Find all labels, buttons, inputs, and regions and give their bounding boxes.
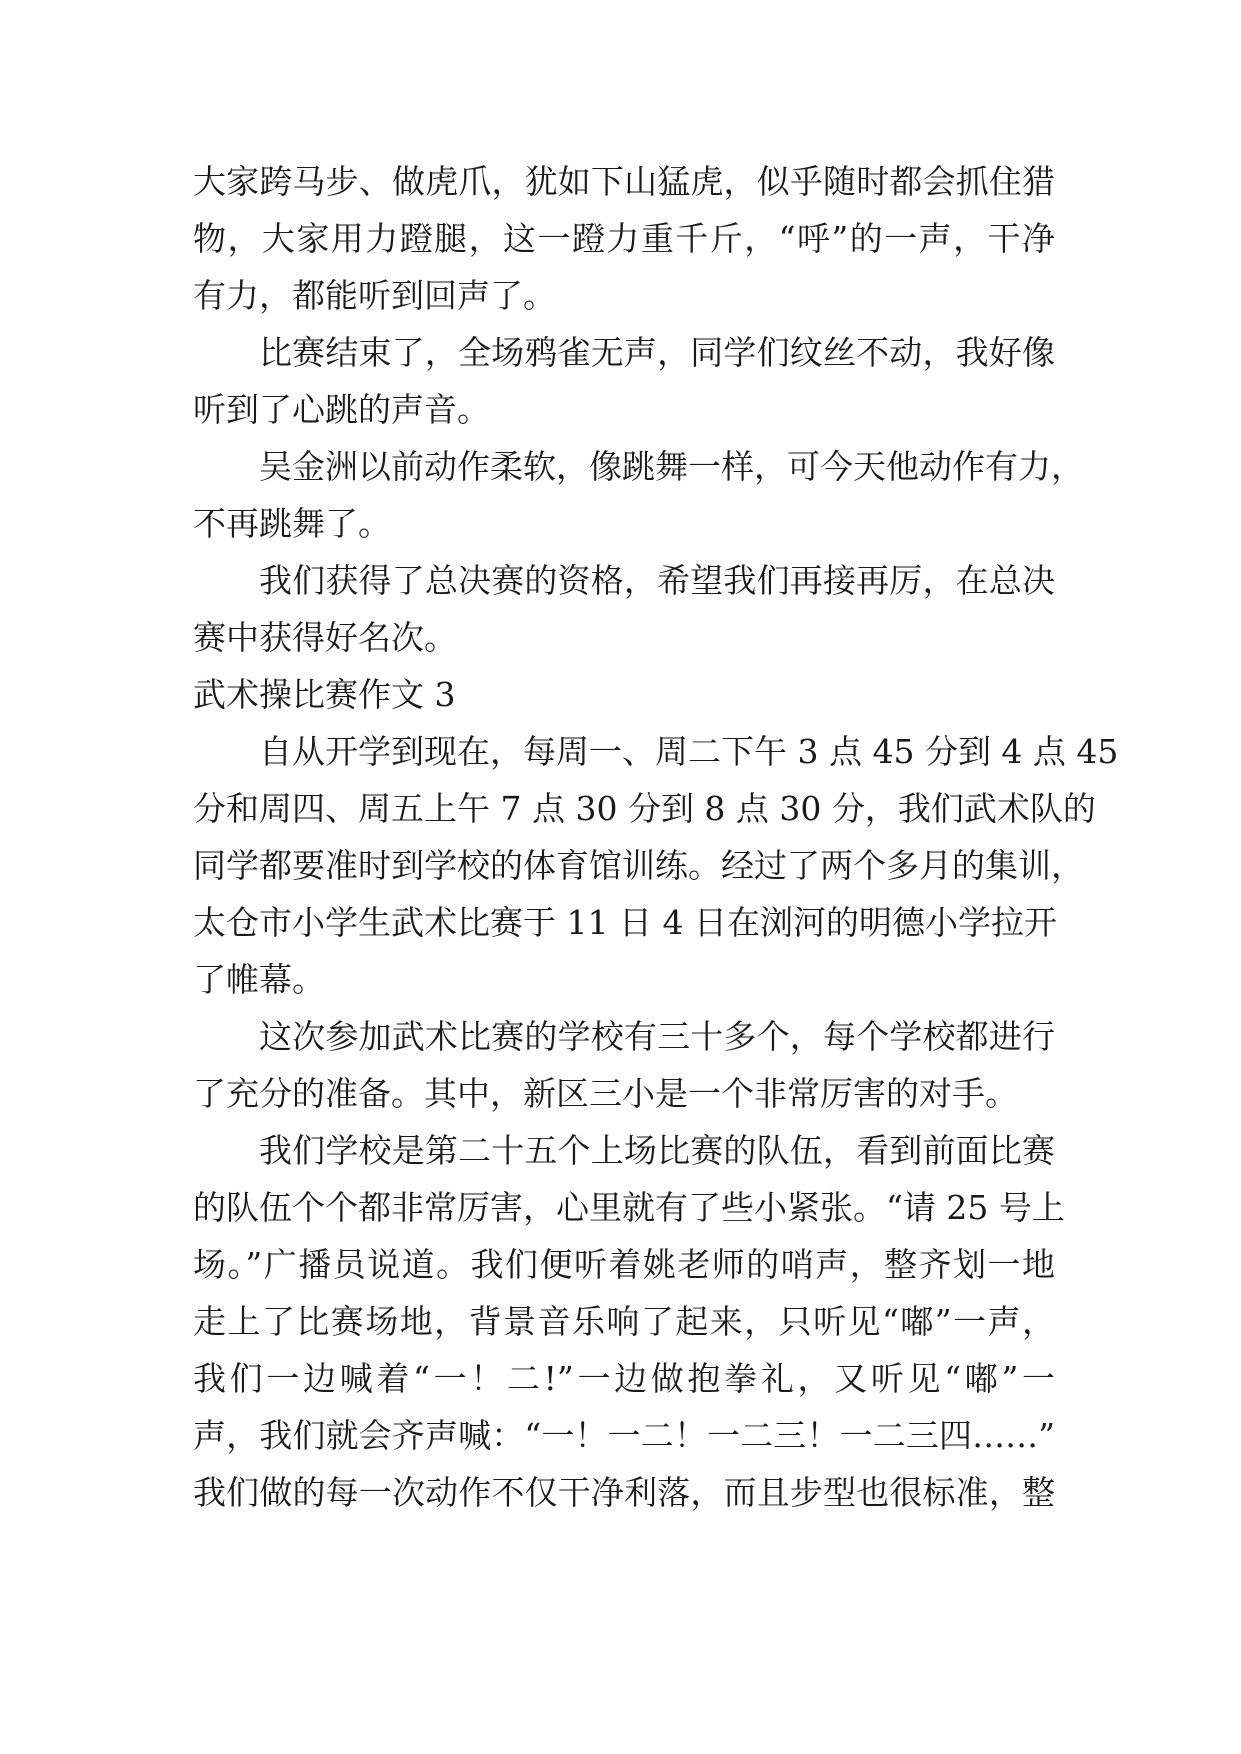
body-line: 赛中获得好名次。 [193, 618, 457, 657]
body-line: 的队伍个个都非常厉害，心里就有了些小紧张。“请 25 号上 [193, 1188, 1065, 1227]
body-line: 大家跨马步、做虎爪，犹如下山猛虎，似乎随时都会抓住猎 [193, 162, 1055, 201]
body-line: 声，我们就会齐声喊：“一！一二！一二三！一二三四……” [193, 1416, 1055, 1455]
body-line: 我们一边喊着“一！二!”一边做抱拳礼，又听见“嘟”一 [193, 1359, 1055, 1398]
paragraph-first-line: 我们获得了总决赛的资格，希望我们再接再厉，在总决 [259, 561, 1055, 600]
body-line: 同学都要准时到学校的体育馆训练。经过了两个多月的集训， [193, 846, 1084, 885]
body-line: 场。”广播员说道。我们便听着姚老师的哨声，整齐划一地 [193, 1245, 1055, 1284]
body-line: 我们做的每一次动作不仅干净利落，而且步型也很标准，整 [193, 1473, 1055, 1512]
section-title: 武术操比赛作文 3 [193, 675, 456, 714]
body-line: 走上了比赛场地，背景音乐响了起来，只听见“嘟”一声， [193, 1302, 1055, 1341]
paragraph-first-line: 这次参加武术比赛的学校有三十多个，每个学校都进行 [259, 1017, 1055, 1056]
paragraph-first-line: 吴金洲以前动作柔软，像跳舞一样，可今天他动作有力， [259, 447, 1084, 486]
paragraph-first-line: 比赛结束了，全场鸦雀无声，同学们纹丝不动，我好像 [259, 333, 1055, 372]
paragraph-first-line: 我们学校是第二十五个上场比赛的队伍，看到前面比赛 [259, 1131, 1055, 1170]
body-line: 物，大家用力蹬腿，这一蹬力重千斤，“呼”的一声，干净 [193, 219, 1055, 258]
body-line: 听到了心跳的声音。 [193, 390, 490, 429]
body-line: 了帷幕。 [193, 960, 325, 999]
body-line: 太仓市小学生武术比赛于 11 日 4 日在浏河的明德小学拉开 [193, 903, 1057, 942]
body-line: 分和周四、周五上午 7 点 30 分到 8 点 30 分，我们武术队的 [193, 789, 1096, 828]
body-line: 了充分的准备。其中，新区三小是一个非常厉害的对手。 [193, 1074, 1018, 1113]
body-line: 有力，都能听到回声了。 [193, 276, 556, 315]
paragraph-first-line: 自从开学到现在，每周一、周二下午 3 点 45 分到 4 点 45 [259, 732, 1119, 771]
body-line: 不再跳舞了。 [193, 504, 391, 543]
